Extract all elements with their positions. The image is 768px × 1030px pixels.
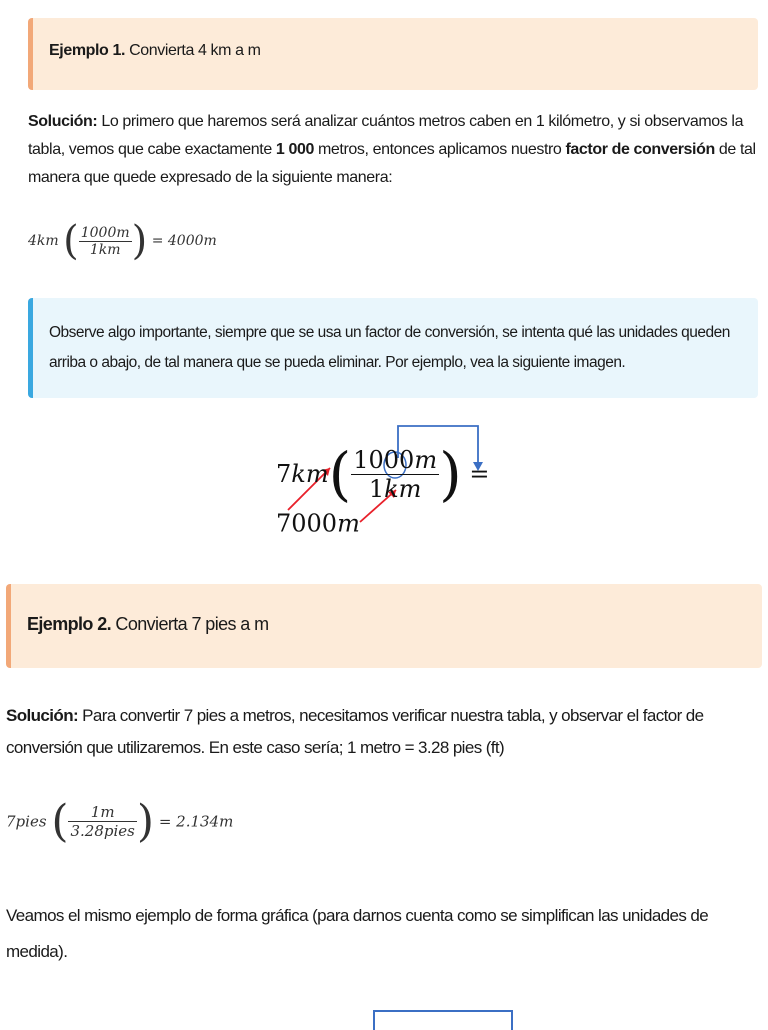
example-1-heading bbox=[49, 42, 261, 60]
solution-1-text-a: Lo primero que haremos será analizar cuántos metros caben en 1 kilómetro, y si observamos la tabla, vemos que cabe exactamente bbox=[28, 113, 744, 158]
equation-2-numerator: 1m bbox=[68, 803, 136, 822]
figure-num-unit: m bbox=[414, 445, 438, 474]
solution-2-text-a: Para convertir 7 pies a metros, necesitamos verificar nuestra tabla, y observar el factor de conversión que utilizaremos. En este caso sería; bbox=[6, 706, 704, 757]
figure-den-value: 1 bbox=[368, 474, 385, 503]
equation-1-numerator: 1000m bbox=[80, 224, 130, 241]
equation-1: 4km ( $\frac{1000m}{1km}$ ) = 4000m bbox=[28, 218, 217, 264]
example-2-text: Convierta 7 pies a m bbox=[111, 614, 269, 634]
example-1-box bbox=[28, 18, 758, 90]
figure-fraction bbox=[351, 446, 439, 503]
equation-2-lhs: 7pies bbox=[6, 812, 47, 831]
solution-1-paragraph bbox=[28, 108, 758, 192]
solution-1-bold-term: factor de conversión bbox=[565, 141, 715, 158]
equation-2-denominator: 3.28pies bbox=[70, 822, 135, 840]
solution-1-bold-value: 1 000 bbox=[275, 141, 314, 158]
note-box bbox=[28, 298, 758, 398]
solution-2-bold: 1 metro = 3.28 pies (ft) bbox=[347, 738, 505, 757]
solution-2-paragraph bbox=[6, 700, 758, 764]
example-2-label: Ejemplo 2. bbox=[27, 614, 112, 634]
solution-1-label: Solución: bbox=[28, 113, 98, 130]
figure-num-value: 1000 bbox=[353, 445, 415, 474]
example-1-label: Ejemplo 1. bbox=[49, 42, 126, 59]
figure-rhs-unit: m bbox=[337, 509, 360, 538]
figure-lhs-unit: km bbox=[291, 460, 329, 488]
figure-equation: 7km( $\frac{1000m}{1km}$ ) = 7000m bbox=[276, 440, 490, 538]
solution-2-label: Solución: bbox=[6, 706, 79, 725]
equation-2-fraction bbox=[68, 803, 136, 840]
note-text: Observe algo importante, siempre que se usa un factor de conversión, se intenta qué las unidades queden arriba o abajo, de tal manera que se pueda eliminar. Por ejemplo, vea la siguiente imagen. bbox=[49, 324, 730, 371]
solution-1-text-b: metros, entonces aplicamos nuestro bbox=[313, 141, 566, 158]
example-2-box bbox=[6, 584, 762, 668]
graphic-example-paragraph: Veamos el mismo ejemplo de forma gráfica (para darnos cuenta como se simplifican las unidades de medida). bbox=[6, 906, 709, 961]
figure-lhs-number: 7 bbox=[276, 460, 292, 488]
equation-1-fraction bbox=[79, 225, 132, 258]
equation-1-rhs: = 4000m bbox=[151, 233, 217, 249]
equation-2: 7pies ( $\frac{1m}{\text{3.28pies}}$ ) = 2.134m bbox=[6, 796, 234, 847]
example-2-heading bbox=[27, 614, 269, 635]
solution-1-text-c: de tal manera que quede expresado de la siguiente manera: bbox=[28, 141, 756, 186]
example-1-text: Convierta 4 km a m bbox=[125, 42, 261, 59]
figure-rhs: = 7000 bbox=[276, 460, 490, 538]
figure-2-bracket-partial bbox=[373, 1010, 513, 1030]
equation-1-lhs: 4km bbox=[28, 233, 59, 249]
equation-2-rhs: = 2.134m bbox=[158, 812, 234, 831]
figure-den-unit: km bbox=[384, 474, 422, 503]
figure-cancellation bbox=[268, 418, 528, 536]
equation-1-denominator: 1km bbox=[89, 241, 121, 258]
